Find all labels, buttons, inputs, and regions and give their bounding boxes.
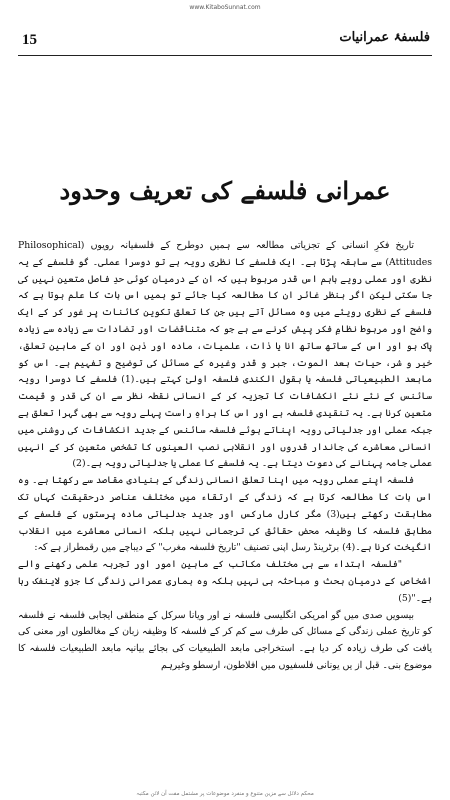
footer-note: محکم دلائل سے مزین متنوع و منفرد موضوعات پر مشتمل مفت آن لائن مکتبہ xyxy=(136,791,314,797)
chapter-title: عمرانی فلسفے کی تعریف وحدود xyxy=(59,176,391,205)
header-rule xyxy=(18,55,432,56)
paragraph-3: بیسویں صدی میں گو امریکی انگلیسی فلسفہ نے اور ویانا سرکل کے منطقی ایجابی فلسفہ نے فلسفہ کو تاریخ عملی زندگی کے مسائل کی طرف سے کم کر کے فلسفہ کا وظیفہ زبان کے مغالطوں اور معنی کی یافت کی طرف زیادہ کر دیا ہے۔ استخراجی مابعد الطبیعیات کی بجائے بیانیہ مابعد الطبیعیات فلسفہ کا موضوع بنی۔ قبل از یں یونانی فلسفیوں میں افلاطون، ارسطو وغیرہم xyxy=(18,609,432,671)
quotation: "فلسفہ ابتداء سے ہی مختلف مکاتب کے مابین امور اور تجربہ علمی رکھنے والے اشخاص کے درمیان بحث و مباحثہ ہی نہیں بلکہ وہ ہماری عمرانی زندگی کا جزو لاینفک رہا ہے۔"(5) xyxy=(18,559,432,604)
site-url: www.KitaboSunnat.com xyxy=(189,4,261,11)
page-number: 15 xyxy=(22,32,37,48)
body-text xyxy=(18,238,432,786)
paragraph-1: تاریخ فکرِ انسانی کے تجزیاتی مطالعہ سے ہمیں دوطرح کے فلسفیانہ رویوں (Philosophical Attitudes) سے سابقہ پڑتا ہے۔ ایک فلسفے کا نظری رویہ ہے تو دوسرا عملی۔ گو فلسفے کے یہ نظری اور عملی رویے باہم اس قدر مربوط ہیں کہ ان کے درمیان کوئی حدِ فاصل متعین نہیں کی جا سکتی لیکن اگر بنظر غائر ان کا مطالعہ کیا جائے تو ہمیں اس بات کا علم ہوتا ہے کہ فلسفے کے نظری رویئے میں وہ مسائل آتے ہیں جن کا تعلق تکوین کائنات پر غور کر کے ایک واضح اور مربوط نظامِ فکر پیش کرنے سے ہے جو کہ متناقضات اور تضادات سے زیادہ سے زیادہ پاک ہو اور اس کے ساتھ ساتھ انا یا ذات، علمیات، مادہ اور ذہن اور ان کے مابین تعلق، خیر و شر، حیات بعد الموت، جبر و قدر وغیرہ کے مسائل کی توضیح و تفہیم ہے۔ اس کو مابعد الطبیعیاتی فلسفہ یا بقول الکندی فلسفہ اولیٰ کہتے ہیں۔(1) فلسفے کا دوسرا رویہ سائنس کے نئے نئے انکشافات کا تجزیہ کر کے انسانی نقطہ نظر سے ان کی قدر و قیمت متعین کرنا ہے۔ یہ تنقیدی فلسفہ ہے اور اس کا براہِ راست پہلے رویہ سے بھی گہرا تعلق ہے جبکہ عملی اور جدلیاتی رویہ اپناتے ہوئے فلسفہ سائنس کے جدید انکشافات کی روشنی میں انسانی معاشرے کی جاندار قدروں اور انقلابی نصب العینوں کا تشخص متعین کر کے انہیں عملی جامہ پہنانے کی دعوت دیتا ہے۔ یہ فلسفے کا عملی یا جدلیاتی رویہ ہے۔(2) xyxy=(18,240,432,470)
paragraph-2: فلسفہ اپنے عملی رویہ میں اپنا تعلق انسانی زندگی کے بنیادی مقاصد سے رکھتا ہے۔ وہ اس بات کا مطالعہ کرتا ہے کہ زندگی کے ارتقاء میں مختلف عناصر درحقیقت کہاں تک مطابقت رکھتے ہیں(3) مگر کارل مارکس اور جدید جدلیاتی مادہ پرستوں کے فلسفے کے مطابق فلسفہ کا وظیفہ محض حقائق کی ترجمانی نہیں بلکہ انسانی معاشرے میں انقلاب انگیخت کرنا ہے۔(4) برٹرینڈ رسل اپنی تصنیف "تاریخ فلسفہ مغرب" کے دیباچے میں رقمطراز ہے کہ: xyxy=(18,475,433,554)
running-title: فلسفۂ عمرانیات xyxy=(339,30,430,45)
